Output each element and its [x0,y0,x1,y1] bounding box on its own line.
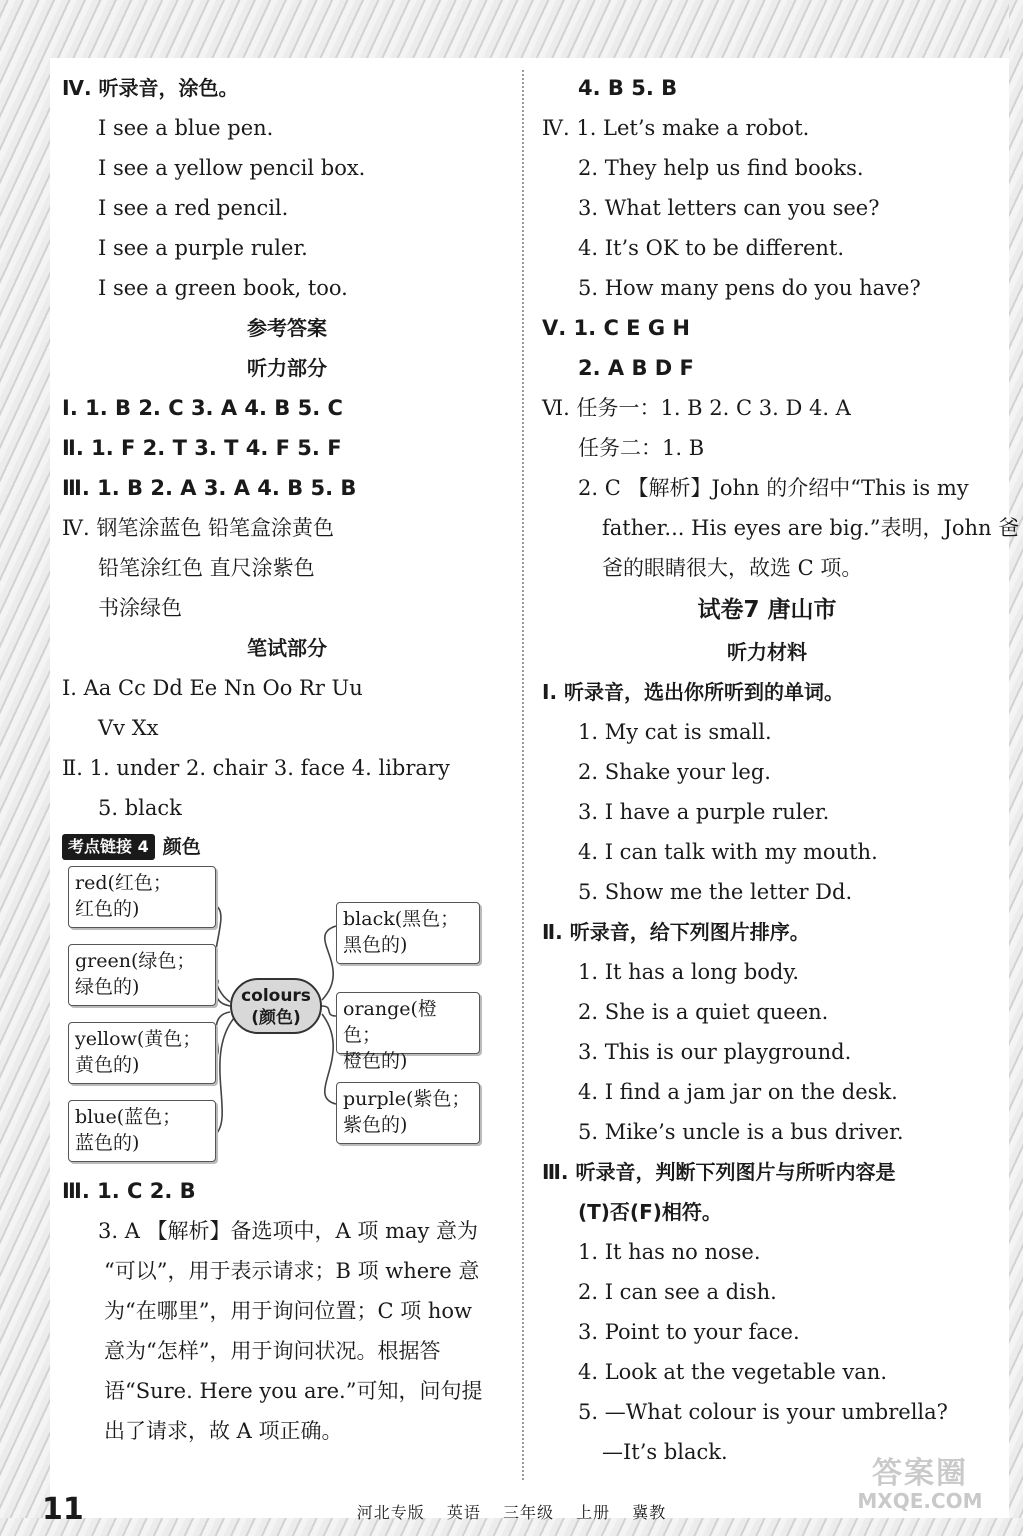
explanation-line: 3. A 【解析】备选项中，A 项 may 意为 [98,1219,479,1243]
right-column [542,68,1020,1472]
node-text: 红色的) [75,898,140,920]
explanation-line: 2. C 【解析】John 的介绍中“This is my [578,476,969,500]
answer-line: 书涂绿色 [98,596,182,620]
node-text: purple(紫色； [343,1088,471,1110]
mindmap-node-blue [68,1100,216,1162]
answer-line: 4. It’s OK to be different. [578,236,845,260]
knowledge-link-tag: 考点链接 4 [62,834,155,860]
node-text: blue(蓝色； [75,1106,182,1128]
answer-line: Ⅲ. 1. B 2. A 3. A 4. B 5. B [62,476,357,500]
mindmap-node-purple [336,1082,480,1144]
center-text: (颜色) [251,1008,301,1028]
answer-line: Ⅱ. 1. under 2. chair 3. face 4. library [62,756,450,780]
answer-line: 5. How many pens do you have? [578,276,921,300]
knowledge-link-header [62,828,512,866]
explanation-line: “可以”，用于表示请求；B 项 where 意 [104,1259,480,1283]
answer-line: 3. What letters can you see? [578,196,880,220]
node-text: 黑色的) [343,934,408,956]
text-line: 1. It has no nose. [578,1240,761,1264]
page-border-right [1009,0,1023,1536]
answer-line: 任务二：1. B [578,436,705,460]
section-heading: Ⅰ. 听录音，选出你所听到的单词。 [542,680,845,704]
text-line: 1. My cat is small. [578,720,772,744]
answer-line: Ⅲ. 1. C 2. B [62,1179,196,1203]
center-text: colours [241,986,311,1006]
answer-line: Ⅴ. 1. C E G H [542,316,690,340]
text-line: 2. Shake your leg. [578,760,771,784]
node-text: 绿色的) [75,976,140,998]
explanation-line: 意为“怎样”，用于询问状况。根据答 [104,1339,441,1363]
node-text: 蓝色的) [75,1132,140,1154]
explanation-line: 为“在哪里”，用于询问位置；C 项 how [104,1299,473,1323]
watermark-text: 答案圈 [872,1456,968,1491]
footer-edition: 河北专版 [356,1503,425,1522]
text-line: —It’s black. [602,1440,728,1464]
answer-line: Ⅰ. 1. B 2. C 3. A 4. B 5. C [62,396,343,420]
node-text: orange(橙色； [343,998,437,1046]
text-line: I see a purple ruler. [98,236,308,260]
mindmap-center [230,978,322,1034]
answer-line: Ⅱ. 1. F 2. T 3. T 4. F 5. F [62,436,342,460]
text-line: 3. Point to your face. [578,1320,800,1344]
knowledge-link-topic: 颜色 [162,836,201,858]
page-border-left [0,0,50,1536]
paper7-title: 试卷7 唐山市 [697,597,837,623]
node-text: 紫色的) [343,1114,408,1136]
answer-line: 2. They help us find books. [578,156,864,180]
explanation-line: 出了请求，故 A 项正确。 [104,1419,343,1443]
answer-line: Vv Xx [98,716,159,740]
section-heading: Ⅳ. 听录音，涂色。 [62,76,239,100]
section-heading: Ⅱ. 听录音，给下列图片排序。 [542,920,810,944]
materials-title: 听力材料 [727,640,807,664]
section-heading: Ⅲ. 听录音，判断下列图片与所听内容是 [542,1160,896,1184]
written-title: 笔试部分 [247,636,327,660]
footer-grade: 三年级 [502,1503,554,1522]
explanation-line: 爸的眼睛很大，故选 C 项。 [602,556,863,580]
column-divider [522,70,524,1480]
watermark-url: MXQE.COM [857,1489,983,1513]
text-line: 3. This is our playground. [578,1040,852,1064]
answer-line: 4. B 5. B [578,76,678,100]
text-line: 3. I have a purple ruler. [578,800,830,824]
answer-line: Ⅵ. 任务一：1. B 2. C 3. D 4. A [542,396,851,420]
node-text: black(黑色； [343,908,460,930]
answer-line: 铅笔涂红色 直尺涂紫色 [98,556,315,580]
mindmap-node-yellow [68,1022,216,1084]
mindmap-node-orange [336,992,480,1072]
text-line: 4. I can talk with my mouth. [578,840,878,864]
page-number: 11 [42,1492,84,1527]
text-line: I see a red pencil. [98,196,289,220]
mindmap-node-red [68,866,216,928]
text-line: I see a green book, too. [98,276,348,300]
page-border-top [0,0,1023,58]
answer-line: 5. black [98,796,182,820]
site-watermark [835,1458,1005,1514]
node-text: 黄色的) [75,1054,140,1076]
text-line: I see a blue pen. [98,116,274,140]
mindmap-node-black [336,902,480,964]
left-column [62,68,512,1451]
answer-line: 2. A B D F [578,356,694,380]
text-line: I see a yellow pencil box. [98,156,366,180]
footer-publisher: 冀教 [632,1503,667,1522]
node-text: yellow(黄色； [75,1028,202,1050]
text-line: 5. Mike’s uncle is a bus driver. [578,1120,904,1144]
colours-mindmap [64,866,484,1171]
text-line: 4. Look at the vegetable van. [578,1360,888,1384]
node-text: 橙色的) [343,1050,408,1072]
listening-title: 听力部分 [247,356,327,380]
text-line: 5. Show me the letter Dd. [578,880,853,904]
node-text: green(绿色； [75,950,196,972]
footer-subject: 英语 [446,1503,481,1522]
text-line: 4. I find a jam jar on the desk. [578,1080,898,1104]
node-text: red(红色； [75,872,172,894]
text-line: 1. It has a long body. [578,960,800,984]
answer-line: Ⅰ. Aa Cc Dd Ee Nn Oo Rr Uu [62,676,363,700]
answer-line: Ⅳ. 1. Let’s make a robot. [542,116,810,140]
explanation-line: 语“Sure. Here you are.”可知，问句提 [104,1379,483,1403]
footer-volume: 上册 [576,1503,611,1522]
text-line: 2. I can see a dish. [578,1280,777,1304]
answer-title: 参考答案 [247,316,327,340]
explanation-line: father... His eyes are big.”表明，John 爸 [602,516,1020,540]
mindmap-node-green [68,944,216,1006]
section-heading: (T)否(F)相符。 [578,1200,722,1224]
answer-line: Ⅳ. 钢笔涂蓝色 铅笔盒涂黄色 [62,516,335,540]
text-line: 2. She is a quiet queen. [578,1000,829,1024]
text-line: 5. —What colour is your umbrella? [578,1400,948,1424]
